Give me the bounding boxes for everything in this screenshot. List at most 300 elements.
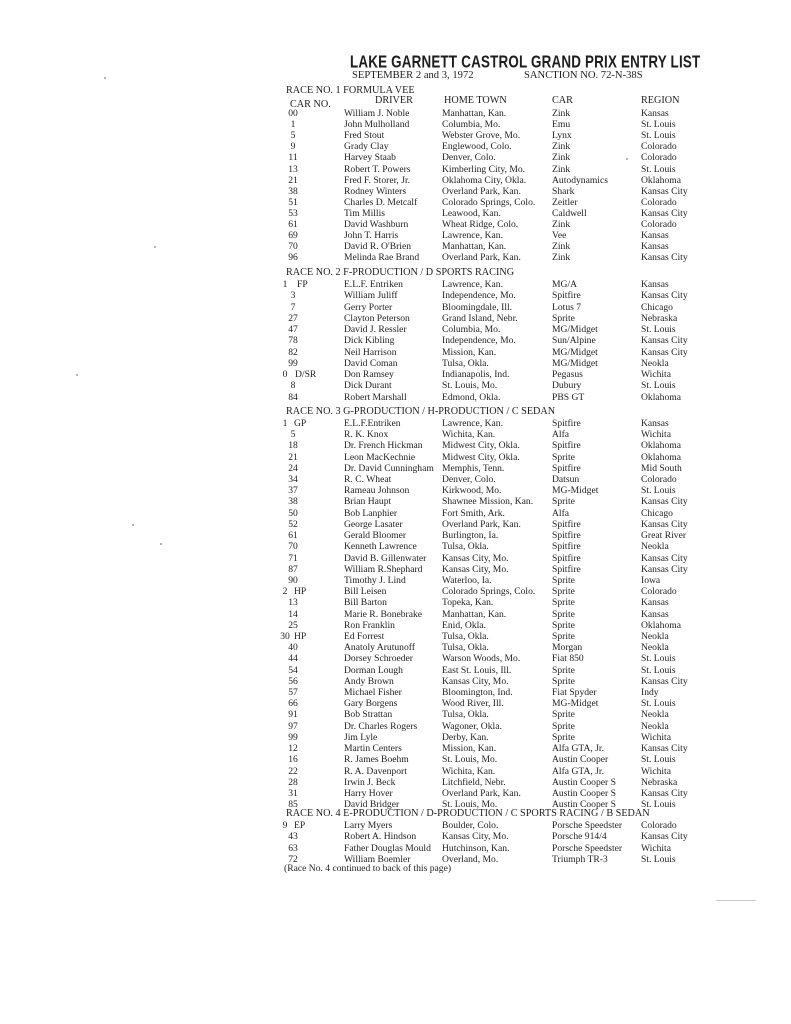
entry-row (0, 252, 791, 264)
home-town: Indianapolis, Ind. (442, 369, 510, 380)
driver-name: Harry Hover (344, 787, 393, 799)
home-town: Wichita, Kan. (442, 429, 496, 441)
car-model: Autodynamics (552, 174, 608, 186)
home-town: Midwest City, Okla. (442, 440, 520, 452)
driver-name: R. A. Davenport (344, 765, 407, 777)
home-town: Kansas City, Mo. (442, 552, 509, 564)
driver-name: Bob Lanphier (344, 507, 398, 519)
car-number: 25 (288, 619, 298, 631)
car-number: 44 (288, 653, 298, 665)
home-town: Kansas City, Mo. (442, 675, 509, 687)
home-town: Fort Smith, Ark. (442, 507, 505, 519)
entry-row (0, 709, 791, 721)
car-number: 84 (288, 391, 298, 403)
car-number: 13 (288, 163, 298, 175)
region: Oklahoma (641, 451, 681, 463)
region: Neokla (641, 720, 669, 732)
car-model: Austin Cooper S (552, 787, 616, 799)
driver-name: Larry Myers (344, 820, 393, 831)
entry-row (0, 302, 791, 314)
region: Oklahoma (641, 174, 681, 186)
region: Kansas City (641, 496, 688, 508)
car-model: Spitfire (552, 518, 581, 530)
home-town: Overland, Mo. (442, 853, 499, 865)
driver-name: John T. Harris (344, 230, 399, 242)
car-number: 52 (288, 518, 298, 530)
car-number: 16 (288, 754, 298, 766)
car-model: MG-Midget (552, 698, 599, 710)
region: St. Louis (641, 163, 676, 175)
entry-row (0, 440, 791, 452)
car-model: MG/Midget (552, 346, 598, 358)
car-number: 14 (288, 608, 298, 620)
home-town: Tulsa, Okla. (442, 709, 489, 721)
car-model: Sun/Alpine (552, 335, 596, 347)
driver-name: Tim Millis (344, 207, 385, 219)
car-model: Pegasus (552, 369, 583, 380)
region: Iowa (641, 574, 661, 586)
region: Colorado (641, 219, 677, 230)
region: Wichita (641, 369, 671, 380)
column-header-car-no: CAR NO. (290, 99, 331, 110)
car-model: Porsche Speedster (552, 820, 623, 831)
driver-name: William Boemler (344, 853, 411, 865)
class-code: GP (294, 418, 307, 429)
car-number: 21 (288, 451, 298, 463)
driver-name: R. James Boehm (344, 754, 409, 766)
driver-name: Gary Borgens (344, 698, 398, 710)
car-number: 9 (290, 141, 296, 153)
car-model: Emu (552, 119, 571, 131)
home-town: Wagoner, Okla. (442, 720, 502, 732)
car-model: MG/Midget (552, 357, 598, 369)
home-town: Mission, Kan. (442, 346, 497, 358)
driver-name: Grady Clay (344, 141, 389, 153)
home-town: Lawrence, Kan. (442, 418, 503, 429)
car-model: Alfa GTA, Jr. (552, 743, 604, 755)
car-number: 11 (288, 152, 298, 164)
car-model: Spitfire (552, 418, 581, 429)
region: Wichita (641, 731, 671, 743)
entry-row (0, 530, 791, 542)
region: Kansas City (641, 831, 688, 843)
region: St. Louis (641, 698, 676, 710)
driver-name: William J. Noble (344, 108, 410, 119)
car-model: Spitfire (552, 552, 581, 564)
region: Kansas City (641, 563, 688, 575)
driver-name: Andy Brown (344, 675, 394, 687)
home-town: Lawrence, Kan. (442, 279, 503, 290)
driver-name: Ron Franklin (344, 619, 395, 631)
car-model: Lotus 7 (552, 301, 582, 313)
entry-row (0, 642, 791, 654)
car-number: 1 (290, 119, 296, 131)
driver-name: Leon MacKechnie (344, 451, 416, 463)
region: Colorado (641, 152, 677, 164)
region: St. Louis (641, 754, 676, 766)
driver-name: William R.Shephard (344, 563, 423, 575)
class-code: HP (294, 586, 307, 598)
car-number: 99 (288, 357, 298, 369)
region: Nebraska (641, 776, 678, 788)
scan-speck (160, 543, 162, 545)
entry-row (0, 586, 791, 598)
driver-name: Dr. French Hickman (344, 440, 423, 452)
car-model: Spitfire (552, 563, 581, 575)
home-town: Warson Woods, Mo. (442, 653, 521, 665)
region: Wichita (641, 429, 671, 441)
region: St. Louis (641, 380, 676, 392)
car-model: Sprite (552, 312, 575, 324)
car-number: 56 (288, 675, 298, 687)
region: Neokla (641, 709, 669, 721)
car-number: 38 (288, 496, 298, 508)
car-model: Zink (552, 152, 571, 164)
home-town: Tulsa, Okla. (442, 541, 489, 553)
entry-row (0, 676, 791, 688)
home-town: Lawrence, Kan. (442, 230, 503, 242)
car-model: PBS GT (552, 391, 585, 403)
car-number: 57 (288, 687, 298, 699)
car-model: Morgan (552, 642, 583, 654)
footer-note: (Race No. 4 continued to back of this page) (284, 863, 452, 874)
entry-row (0, 820, 791, 832)
home-town: Wood River, Ill. (442, 698, 504, 710)
car-number: 40 (288, 642, 298, 654)
home-town: Colorado Springs, Colo. (442, 196, 536, 208)
car-model: Sprite (552, 731, 575, 743)
region: St. Louis (641, 119, 676, 131)
class-code: D/SR (295, 369, 317, 380)
driver-name: Dr. Charles Rogers (344, 720, 418, 732)
car-number: 70 (288, 541, 298, 553)
entry-row (0, 279, 791, 291)
car-number: 8 (290, 380, 296, 392)
car-model: Zink (552, 219, 571, 230)
driver-name: R. C. Wheat (344, 474, 392, 486)
home-town: Leawood, Kan. (442, 207, 501, 219)
home-town: East St. Louis, Ill. (442, 664, 512, 676)
driver-name: Irwin J. Beck (344, 776, 396, 788)
scan-speck (104, 77, 106, 79)
home-town: Derby, Kan. (442, 731, 489, 743)
car-number: 96 (288, 252, 298, 264)
home-town: Shawnee Mission, Kan. (442, 496, 534, 508)
car-model: Austin Cooper (552, 754, 609, 766)
home-town: St. Louis, Mo. (442, 754, 498, 766)
home-town: Wheat Ridge, Colo. (442, 219, 519, 230)
document-title: LAKE GARNETT CASTROL GRAND PRIX ENTRY LIST (350, 52, 701, 72)
car-number: 5 (290, 130, 296, 142)
car-number: 54 (288, 664, 298, 676)
entry-row (0, 519, 791, 531)
region: Colorado (641, 196, 677, 208)
driver-name: Gerry Porter (344, 301, 393, 313)
driver-name: Robert Marshall (344, 391, 407, 403)
region: Oklahoma (641, 391, 681, 403)
car-number: 28 (288, 776, 298, 788)
driver-name: Dorman Lough (344, 664, 403, 676)
driver-name: David Washburn (344, 219, 409, 230)
driver-name: Anatoly Arutunoff (344, 642, 415, 654)
home-town: Edmond, Okla. (442, 391, 501, 403)
class-code: FP (297, 279, 308, 290)
entry-row (0, 347, 791, 359)
entry-row (0, 843, 791, 855)
driver-name: Fred F. Storer, Jr. (344, 174, 411, 186)
region: Kansas (641, 230, 669, 242)
driver-name: Dr. David Cunningham (344, 462, 434, 474)
car-number: 22 (288, 765, 298, 777)
car-model: Alfa GTA, Jr. (552, 765, 604, 777)
home-town: Litchfield, Nebr. (442, 776, 506, 788)
scan-speck (626, 158, 628, 160)
home-town: Webster Grove, Mo. (442, 130, 521, 142)
home-town: Kimberling City, Mo. (442, 163, 526, 175)
home-town: St. Louis, Mo. (442, 799, 498, 811)
scan-mark (716, 900, 756, 901)
home-town: Mission, Kan. (442, 743, 497, 755)
sanction-number: SANCTION NO. 72-N-38S (524, 70, 643, 81)
driver-name: Ed Forrest (344, 630, 385, 642)
driver-name: Don Ramsey (344, 369, 394, 380)
car-model: Spitfire (552, 290, 581, 302)
scan-speck (132, 524, 134, 526)
home-town: Hutchinson, Kan. (442, 842, 510, 854)
home-town: Tulsa, Okla. (442, 630, 489, 642)
region: Neokla (641, 541, 669, 553)
region: Kansas City (641, 290, 688, 302)
region: Indy (641, 687, 659, 699)
driver-name: William Juliff (344, 290, 398, 302)
home-town: Kansas City, Mo. (442, 831, 509, 843)
car-model: Datsun (552, 474, 580, 486)
car-model: Zink (552, 163, 571, 175)
entry-row (0, 721, 791, 733)
event-dates: SEPTEMBER 2 and 3, 1972 (352, 70, 474, 81)
home-town: St. Louis, Mo. (442, 380, 498, 392)
entry-row (0, 324, 791, 336)
home-town: Kansas City, Mo. (442, 563, 509, 575)
car-model: Sprite (552, 608, 575, 620)
entry-row (0, 631, 791, 643)
car-number: 63 (288, 842, 298, 854)
home-town: Oklahoma City, Okla. (442, 174, 527, 186)
region: Colorado (641, 141, 677, 153)
home-town: Colorado Springs, Colo. (442, 586, 536, 598)
car-model: Sprite (552, 709, 575, 721)
home-town: Denver, Colo. (442, 474, 496, 486)
entry-row (0, 429, 791, 441)
car-number: 27 (288, 312, 298, 324)
driver-name: Clayton Peterson (344, 312, 410, 324)
car-model: Caldwell (552, 207, 587, 219)
car-number: 47 (288, 324, 298, 335)
car-model: Fiat Spyder (552, 687, 597, 699)
scan-speck (76, 374, 78, 376)
driver-name: Harvey Staab (344, 152, 396, 164)
region: Neokla (641, 630, 669, 642)
entry-row (0, 575, 791, 587)
driver-name: E.L.F.Entriken (344, 418, 401, 429)
driver-name: Brian Haupt (344, 496, 392, 508)
class-code: EP (294, 820, 306, 831)
car-model: Zink (552, 141, 571, 153)
driver-name: Marie R. Bonebrake (344, 608, 423, 620)
car-number: 38 (288, 185, 298, 197)
car-number: 97 (288, 720, 298, 732)
region: Chicago (641, 507, 673, 519)
car-model: Spitfire (552, 541, 581, 553)
car-model: Austin Cooper S (552, 799, 616, 811)
home-town: Kirkwood, Mo. (442, 485, 502, 497)
region: Kansas City (641, 252, 688, 264)
entry-row (0, 754, 791, 766)
car-number: 9 (282, 820, 288, 831)
entry-row (0, 313, 791, 325)
home-town: Waterloo, Ia. (442, 574, 492, 586)
driver-name: R. K. Knox (344, 429, 389, 441)
car-number: 34 (288, 474, 298, 486)
entry-row (0, 788, 791, 800)
car-number: 24 (288, 462, 298, 474)
entry-row (0, 485, 791, 497)
car-model: Sprite (552, 619, 575, 631)
car-number: 70 (288, 241, 298, 253)
car-number: 51 (288, 196, 298, 208)
car-model: Spitfire (552, 440, 581, 452)
home-town: Manhattan, Kan. (442, 241, 507, 253)
car-number: 18 (288, 440, 298, 452)
car-model: Zink (552, 241, 571, 253)
driver-name: Melinda Rae Brand (344, 252, 420, 264)
home-town: Wichita, Kan. (442, 765, 496, 777)
driver-name: Rodney Winters (344, 185, 407, 197)
driver-name: David J. Ressler (344, 324, 407, 335)
entry-row (0, 665, 791, 677)
car-number: 82 (288, 346, 298, 358)
driver-name: Robert T. Powers (344, 163, 411, 175)
region: Kansas City (641, 787, 688, 799)
region: Kansas (641, 108, 669, 119)
region: Neokla (641, 642, 669, 654)
car-model: Zink (552, 252, 571, 264)
car-number: 91 (288, 709, 298, 721)
car-model: Spitfire (552, 530, 581, 542)
car-number: 99 (288, 731, 298, 743)
car-number: 00 (288, 108, 298, 119)
entry-row (0, 687, 791, 699)
car-number: 85 (288, 799, 298, 811)
car-model: Alfa (552, 429, 570, 441)
home-town: Independence, Mo. (442, 290, 516, 302)
driver-name: David Bridger (344, 799, 400, 811)
entry-row (0, 290, 791, 302)
region: St. Louis (641, 664, 676, 676)
entry-row (0, 358, 791, 370)
entry-row (0, 609, 791, 621)
entry-row (0, 452, 791, 464)
driver-name: Dick Durant (344, 380, 392, 392)
car-model: Zink (552, 108, 571, 119)
car-model: Sprite (552, 586, 575, 598)
home-town: Columbia, Mo. (442, 119, 501, 131)
car-number: 5 (290, 429, 296, 441)
entry-row (0, 766, 791, 778)
car-number: 87 (288, 563, 298, 575)
home-town: Enid, Okla. (442, 619, 486, 631)
region: Chicago (641, 301, 673, 313)
car-number: 3 (290, 290, 296, 302)
car-number: 66 (288, 698, 298, 710)
entry-row (0, 564, 791, 576)
car-model: Sprite (552, 675, 575, 687)
driver-name: Neil Harrison (344, 346, 397, 358)
driver-name: Timothy J. Lind (344, 574, 406, 586)
car-number: 31 (288, 787, 298, 799)
car-model: Vee (552, 230, 567, 242)
region: St. Louis (641, 130, 676, 142)
home-town: Overland Park, Kan. (442, 518, 521, 530)
race-heading: RACE NO. 1 FORMULA VEE (286, 85, 415, 96)
car-model: Triumph TR-3 (552, 853, 608, 865)
car-model: Shark (552, 185, 575, 197)
entry-row (0, 743, 791, 755)
driver-name: Charles D. Metcalf (344, 196, 418, 208)
car-number: 43 (288, 831, 298, 843)
region: Kansas City (641, 518, 688, 530)
region: St. Louis (641, 485, 676, 497)
entry-row (0, 777, 791, 789)
car-model: Sprite (552, 574, 575, 586)
region: Mid South (641, 462, 682, 474)
home-town: Midwest City, Okla. (442, 451, 520, 463)
scan-speck (154, 246, 156, 248)
driver-name: David B. Gillenwater (344, 552, 427, 564)
entry-row (0, 553, 791, 565)
car-number: 12 (288, 743, 298, 755)
region: Wichita (641, 765, 671, 777)
driver-name: Fred Stout (344, 130, 385, 142)
region: Nebraska (641, 312, 678, 324)
driver-name: Robert A. Hindson (344, 831, 417, 843)
column-header-home-town: HOME TOWN (444, 95, 507, 106)
class-code: HP (294, 630, 307, 642)
car-number: 30 (280, 630, 290, 642)
car-model: Fiat 850 (552, 653, 584, 665)
entry-row (0, 620, 791, 632)
home-town: Tulsa, Okla. (442, 357, 489, 369)
region: St. Louis (641, 324, 676, 335)
car-number: 72 (288, 853, 298, 865)
home-town: Manhattan, Kan. (442, 608, 507, 620)
home-town: Columbia, Mo. (442, 324, 501, 335)
home-town: Grand Island, Nebr. (442, 312, 518, 324)
car-number: 0 (282, 369, 288, 380)
entry-row (0, 335, 791, 347)
driver-name: Michael Fisher (344, 687, 402, 699)
car-model: Lynx (552, 130, 572, 142)
driver-name: David Coman (344, 357, 398, 369)
car-number: 37 (288, 485, 298, 497)
home-town: Overland Park, Kan. (442, 185, 521, 197)
region: Kansas City (641, 743, 688, 755)
region: Kansas (641, 418, 669, 429)
driver-name: Bob Strattan (344, 709, 393, 721)
region: Colorado (641, 586, 677, 598)
region: Kansas (641, 279, 669, 290)
driver-name: Rameau Johnson (344, 485, 410, 497)
